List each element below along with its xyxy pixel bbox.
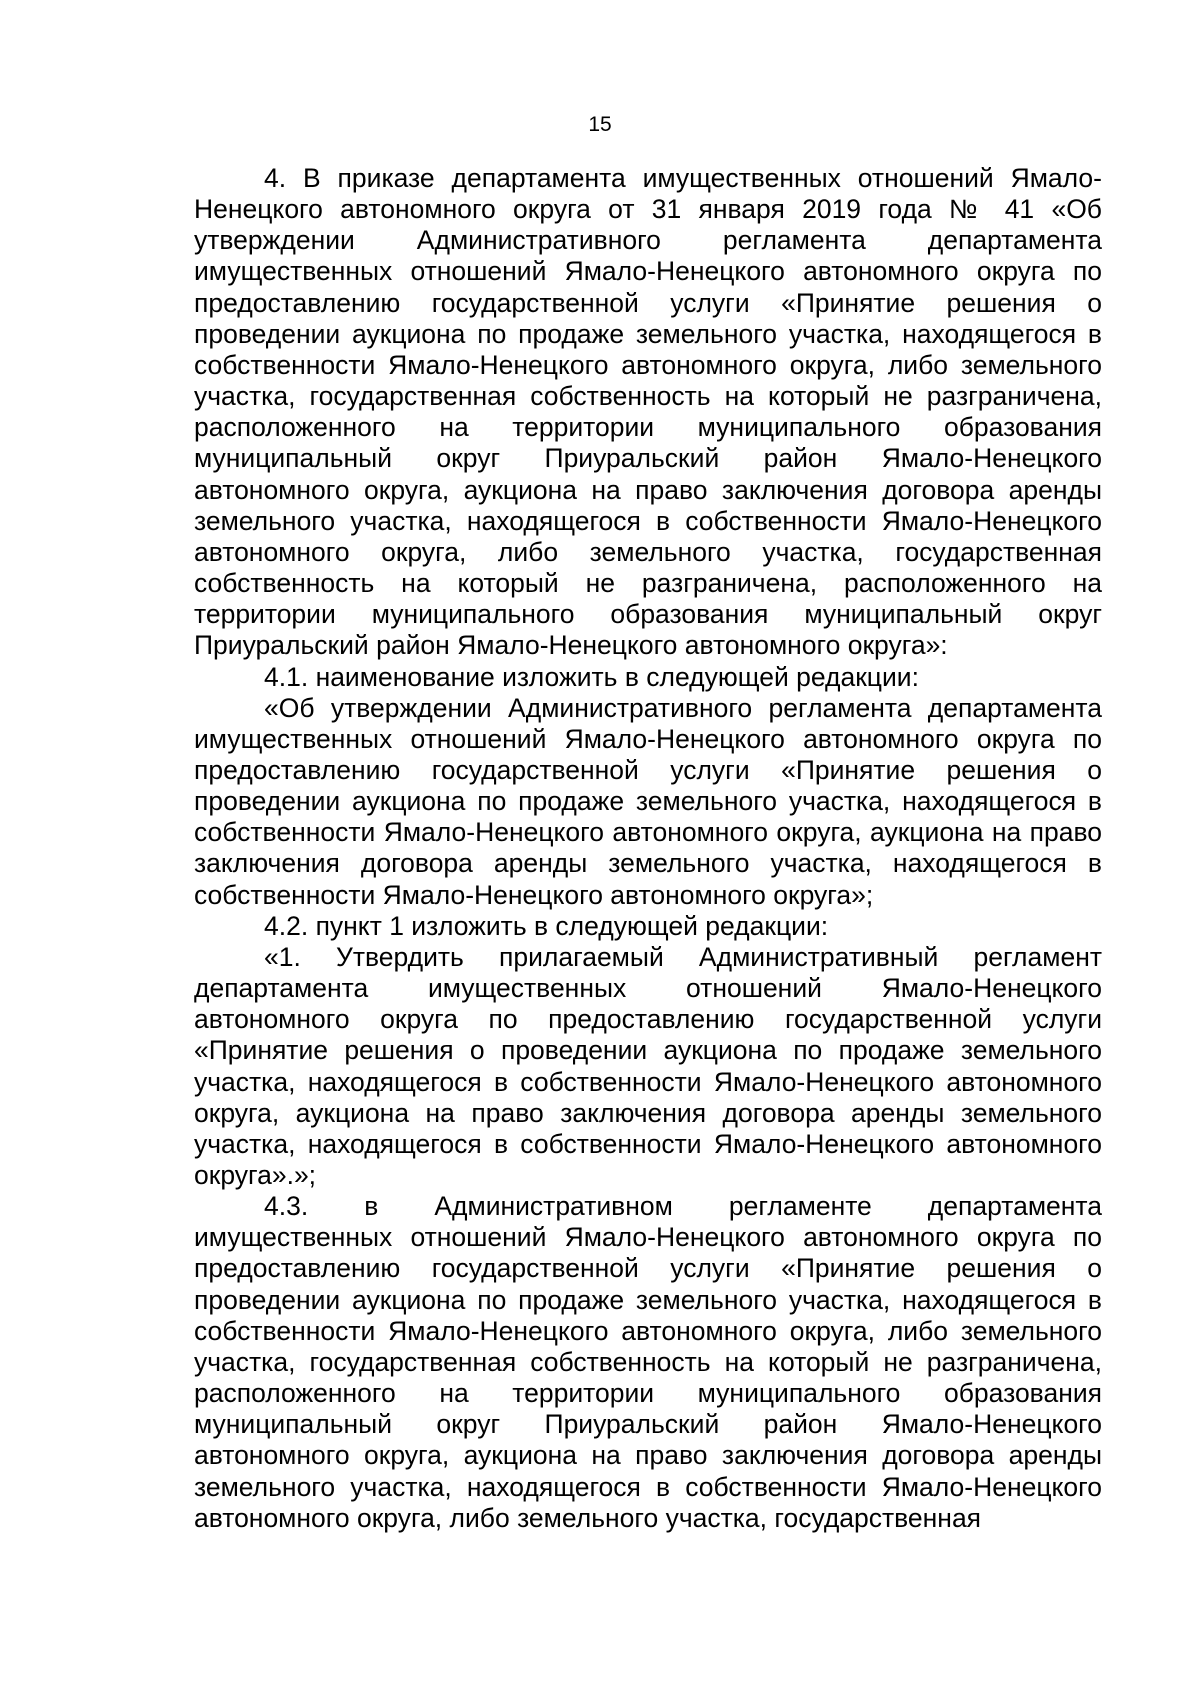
paragraph-item-4-3: 4.3. в Административном регламенте департамента имущественных отношений Ямало-Ненецкого автономного округа по предоставлению государственной услуги «Принятие решения о проведении аукциона по продаже земельного участка, находящегося в собственности Ямало-Ненецкого автономного округа, либо земельного участка, государственная собственность на который не разграничена, расположенного на территории муниципального образования муниципальный округ Приуральский район Ямало-Ненецкого автономного округа, аукциона на право заключения договора аренды земельного участка, находящегося в собственности Ямало-Ненецкого автономного округа, либо земельного участка, государственная [194,1191,1102,1533]
paragraph-item-4-1: 4.1. наименование изложить в следующей редакции: [264,661,919,692]
document-body [194,163,1102,1534]
paragraph-item-4: 4. В приказе департамента имущественных отношений Ямало-Ненецкого автономного округа от 31 января 2019 года № 41 «Об утверждении Административного регламента департамента имущественных отношений Ямало-Ненецкого автономного округа по предоставлению государственной услуги «Принятие решения о проведении аукциона по продаже земельного участка, находящегося в собственности Ямало-Ненецкого автономного округа, либо земельного участка, государственная собственность на который не разграничена, расположенного на территории муниципального образования муниципальный округ Приуральский район Ямало-Ненецкого автономного округа, аукциона на право заключения договора аренды земельного участка, находящегося в собственности Ямало-Ненецкого автономного округа, либо земельного участка, государственная собственность на который не разграничена, расположенного на территории муниципального образования муниципальный округ Приуральский район Ямало-Ненецкого автономного округа»: [194,163,1102,661]
paragraph-quoted-title: «Об утверждении Административного регламента департамента имущественных отношений Ямало-Ненецкого автономного округа по предоставлению государственной услуги «Принятие решения о проведении аукциона по продаже земельного участка, находящегося в собственности Ямало-Ненецкого автономного округа, аукциона на право заключения договора аренды земельного участка, находящегося в собственности Ямало-Ненецкого автономного округа»; [194,692,1102,910]
paragraph-quoted-point-1: «1. Утвердить прилагаемый Административный регламент департамента имущественных отношений Ямало-Ненецкого автономного округа по предоставлению государственной услуги «Принятие решения о проведении аукциона по продаже земельного участка, находящегося в собственности Ямало-Ненецкого автономного округа, аукциона на право заключения договора аренды земельного участка, находящегося в собственности Ямало-Ненецкого автономного округа».»; [194,941,1102,1190]
page-number: 15 [588,113,612,136]
paragraph-item-4-2: 4.2. пункт 1 изложить в следующей редакции: [264,910,829,941]
